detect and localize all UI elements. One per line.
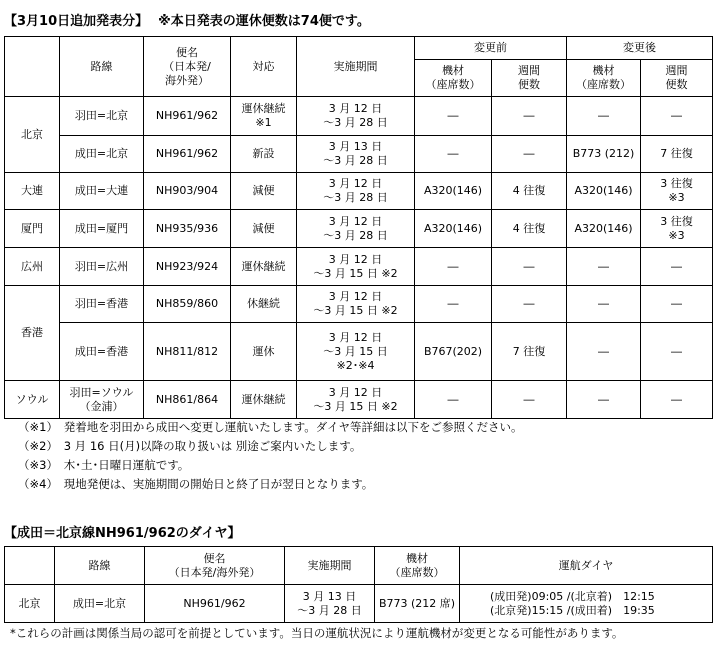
table-row: [5, 286, 713, 323]
period-line: ～3 月 28 日: [323, 228, 388, 242]
header-line: （座席数）: [576, 78, 631, 91]
before-aircraft-cell: ―: [415, 248, 492, 286]
header-line: 便名: [203, 551, 226, 565]
after-aircraft-cell: ―: [567, 286, 641, 323]
table-row: [5, 248, 713, 286]
flight-cell: NH961/962: [145, 585, 285, 623]
flight-cell: NH961/962: [144, 97, 231, 136]
suspension-table: [4, 36, 713, 419]
flight-cell: NH923/924: [144, 248, 231, 286]
before-weekly-cell: 4 往復: [492, 173, 567, 210]
route-cell: 成田=厦門: [60, 210, 144, 248]
header-period: 実施期間: [297, 37, 415, 97]
flight-cell: NH811/812: [144, 323, 231, 381]
period-cell: [297, 210, 415, 248]
after-aircraft-cell: A320(146): [567, 210, 641, 248]
table-row: [5, 381, 713, 419]
flight-cell: NH859/860: [144, 286, 231, 323]
period-line: 3 月 12 日: [328, 385, 383, 399]
after-weekly-cell: ―: [641, 248, 713, 286]
city-cell: 香港: [5, 286, 60, 381]
period-line: ～3 月 28 日: [323, 191, 388, 204]
action-cell: 運休継続: [231, 248, 297, 286]
action-cell: 減便: [231, 173, 297, 210]
period-line: ～3 月 15 日: [323, 344, 388, 358]
route-cell: 成田=香港: [60, 323, 144, 381]
period-cell: [297, 136, 415, 173]
period-cell: [297, 323, 415, 381]
period-line: 3 月 12 日: [328, 102, 383, 115]
action-cell: 休継続: [231, 286, 297, 323]
before-aircraft-cell: ―: [415, 286, 492, 323]
before-aircraft-cell: A320(146): [415, 210, 492, 248]
note-item: （※1） 発着地を羽田から成田へ変更し運航いたします。ダイヤ等詳細は以下をご参照ください。: [18, 420, 523, 434]
action-line: 運休継続: [241, 102, 286, 115]
route-cell: 羽田=香港: [60, 286, 144, 323]
header-before-aircraft: [415, 60, 492, 97]
after-weekly-cell: ―: [641, 286, 713, 323]
action-cell: 新設: [231, 136, 297, 173]
header-line: （座席数）: [425, 78, 481, 91]
city-cell: 大連: [5, 173, 60, 210]
schedule-header-flight: [145, 547, 285, 585]
before-aircraft-cell: ―: [415, 97, 492, 136]
before-weekly-cell: ―: [492, 286, 567, 323]
flight-cell: NH903/904: [144, 173, 231, 210]
action-line: ※1: [255, 116, 272, 129]
route-cell: 羽田=広州: [60, 248, 144, 286]
city-cell: 厦門: [5, 210, 60, 248]
table-row: [5, 173, 713, 210]
section1-headline: ※本日発表の運休便数は74便です。: [158, 14, 370, 29]
before-weekly-cell: 4 往復: [492, 210, 567, 248]
period-line: ～3 月 15 日 ※2: [313, 266, 398, 280]
after-weekly-cell: ―: [641, 381, 713, 419]
after-weekly-cell: [641, 173, 713, 210]
before-aircraft-cell: B767(202): [415, 323, 492, 381]
note-item: （※2） 3 月 16 日(月)以降の取り扱いは 別途ご案内いたします。: [18, 439, 362, 453]
period-line: 3 月 12 日: [328, 330, 383, 344]
timetable-cell: [460, 585, 713, 623]
aircraft-cell: B773 (212 席): [375, 585, 460, 623]
header-after-weekly: [641, 60, 713, 97]
header-line: 機材: [406, 551, 428, 565]
route-line: 羽田=ソウル: [69, 385, 134, 399]
weekly-line: ※3: [668, 228, 685, 242]
header-line: 機材: [442, 64, 464, 77]
table-row: [5, 136, 713, 173]
header-action: 対応: [231, 37, 297, 97]
route-line: （金浦）: [79, 399, 124, 413]
section1-bracket-title: 【3月10日追加発表分】: [4, 14, 149, 29]
route-cell: 成田=北京: [55, 585, 145, 623]
table-row: [5, 210, 713, 248]
before-aircraft-cell: A320(146): [415, 173, 492, 210]
before-weekly-cell: ―: [492, 381, 567, 419]
header-line: 便数: [518, 78, 540, 91]
before-weekly-cell: ―: [492, 136, 567, 173]
table-row: [5, 323, 713, 381]
period-line: ～3 月 15 日 ※2: [313, 304, 398, 317]
route-cell: 成田=大連: [60, 173, 144, 210]
period-line: 3 月 13 日: [302, 589, 357, 603]
header-line: 週間: [518, 64, 540, 77]
period-cell: [297, 286, 415, 323]
header-row-1: [5, 37, 713, 60]
route-cell: 成田=北京: [60, 136, 144, 173]
after-aircraft-cell: ―: [567, 97, 641, 136]
schedule-header-aircraft: [375, 547, 460, 585]
city-cell: ソウル: [5, 381, 60, 419]
timetable-line: (成田発)09:05 /(北京着) 12:15: [490, 589, 655, 603]
before-weekly-cell: ―: [492, 248, 567, 286]
weekly-line: 3 往復: [660, 214, 693, 228]
schedule-row: [5, 585, 713, 623]
after-weekly-cell: ―: [641, 323, 713, 381]
header-route: 路線: [60, 37, 144, 97]
route-cell: 羽田=北京: [60, 97, 144, 136]
flight-cell: NH935/936: [144, 210, 231, 248]
schedule-header-route: 路線: [55, 547, 145, 585]
period-line: ～3 月 28 日: [323, 154, 388, 167]
table-row: [5, 97, 713, 136]
after-weekly-cell: ―: [641, 97, 713, 136]
after-aircraft-cell: B773 (212): [567, 136, 641, 173]
period-cell: [297, 248, 415, 286]
schedule-header-row: [5, 547, 713, 585]
action-cell: 運休: [231, 323, 297, 381]
after-weekly-cell: 7 往復: [641, 136, 713, 173]
action-cell: 減便: [231, 210, 297, 248]
city-cell: 北京: [5, 97, 60, 173]
schedule-table: [4, 546, 713, 623]
period-line: 3 月 12 日: [328, 252, 383, 266]
period-line: ～3 月 28 日: [323, 116, 388, 129]
weekly-line: ※3: [668, 191, 685, 204]
header-flight-line: （日本発/: [163, 59, 211, 73]
period-cell: [297, 173, 415, 210]
period-line: ～3 月 15 日 ※2: [313, 399, 398, 413]
period-line: 3 月 13 日: [328, 140, 383, 153]
header-line: （日本発/海外発）: [168, 565, 261, 579]
after-aircraft-cell: ―: [567, 381, 641, 419]
weekly-line: 3 往復: [660, 177, 693, 190]
header-line: （座席数）: [389, 565, 445, 579]
section2-heading: 【成田＝北京線NH961/962のダイヤ】: [4, 526, 241, 541]
period-line: 3 月 12 日: [328, 177, 383, 190]
after-aircraft-cell: A320(146): [567, 173, 641, 210]
action-cell: 運休継続: [231, 381, 297, 419]
route-cell: [60, 381, 144, 419]
header-flight: [144, 37, 231, 97]
before-aircraft-cell: ―: [415, 136, 492, 173]
flight-cell: NH861/864: [144, 381, 231, 419]
before-weekly-cell: ―: [492, 97, 567, 136]
timetable-line: (北京発)15:15 /(成田着) 19:35: [490, 603, 655, 617]
note-item: （※4） 現地発便は、実施期間の開始日と終了日が翌日となります。: [18, 477, 374, 491]
period-cell: [297, 97, 415, 136]
header-flight-line: 便名: [176, 45, 198, 59]
header-line: 機材: [592, 64, 615, 77]
header-city-blank: [5, 37, 60, 97]
before-weekly-cell: 7 往復: [492, 323, 567, 381]
footer-disclaimer: *これらの計画は関係当局の認可を前提としています。当日の運航状況により運航機材が変更となる可能性があります。: [10, 626, 624, 640]
note-item: （※3） 木･土･日曜日運航です。: [18, 458, 190, 472]
header-before: 変更前: [415, 37, 567, 60]
header-after: 変更後: [567, 37, 713, 60]
before-aircraft-cell: ―: [415, 381, 492, 419]
header-before-weekly: [492, 60, 567, 97]
after-aircraft-cell: ―: [567, 323, 641, 381]
header-flight-line: 海外発）: [165, 73, 209, 87]
action-cell: [231, 97, 297, 136]
notes-list: [18, 418, 523, 494]
city-cell: 北京: [5, 585, 55, 623]
schedule-header-period: 実施期間: [285, 547, 375, 585]
schedule-header-blank: [5, 547, 55, 585]
city-cell: 広州: [5, 248, 60, 286]
header-line: 週間: [665, 64, 688, 77]
period-line: ～3 月 28 日: [297, 603, 362, 617]
header-line: 便数: [665, 78, 688, 91]
period-line: 3 月 12 日: [328, 214, 383, 228]
period-line: ※2･※4: [336, 358, 375, 372]
period-line: 3 月 12 日: [328, 290, 383, 303]
flight-cell: NH961/962: [144, 136, 231, 173]
period-cell: [297, 381, 415, 419]
after-aircraft-cell: ―: [567, 248, 641, 286]
schedule-header-timetable: 運航ダイヤ: [460, 547, 713, 585]
section1-heading: [4, 10, 370, 29]
period-cell: [285, 585, 375, 623]
after-weekly-cell: [641, 210, 713, 248]
header-after-aircraft: [567, 60, 641, 97]
